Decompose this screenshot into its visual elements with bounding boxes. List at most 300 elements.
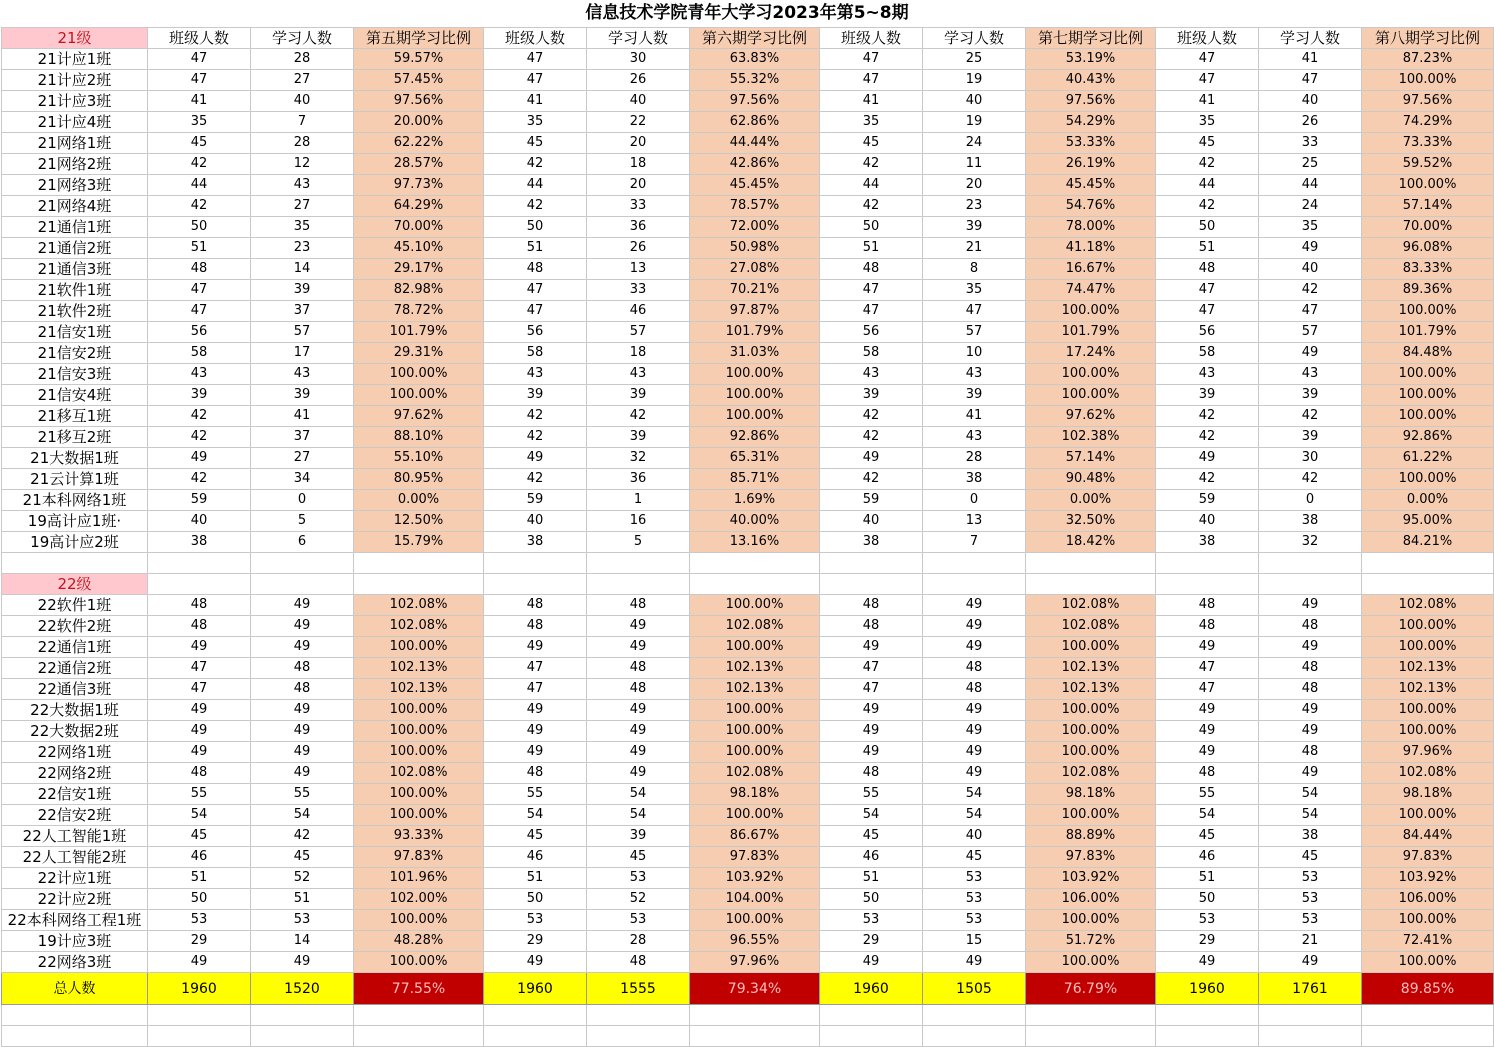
study-count-cell[interactable]: 54: [587, 784, 690, 805]
study-count-cell[interactable]: 57: [1259, 322, 1362, 343]
class-name-cell[interactable]: 21计应2班: [2, 70, 148, 91]
class-count-cell[interactable]: 47: [484, 658, 587, 679]
ratio-cell[interactable]: 97.96%: [1362, 742, 1494, 763]
class-name-cell[interactable]: 22通信1班: [2, 637, 148, 658]
class-name-cell[interactable]: 21软件1班: [2, 280, 148, 301]
empty-cell[interactable]: [1259, 1005, 1362, 1026]
study-count-cell[interactable]: 0: [1259, 490, 1362, 511]
ratio-cell[interactable]: 100.00%: [1026, 364, 1156, 385]
class-count-cell[interactable]: 51: [1156, 238, 1259, 259]
ratio-cell[interactable]: 102.08%: [1026, 616, 1156, 637]
study-count-cell[interactable]: 24: [923, 133, 1026, 154]
ratio-cell[interactable]: 29.31%: [354, 343, 484, 364]
class-count-cell[interactable]: 58: [820, 343, 923, 364]
class-name-cell[interactable]: 19计应3班: [2, 931, 148, 952]
header-study-count[interactable]: 学习人数: [1259, 28, 1362, 49]
class-count-cell[interactable]: 49: [148, 700, 251, 721]
study-count-cell[interactable]: 49: [1259, 343, 1362, 364]
class-count-cell[interactable]: 44: [1156, 175, 1259, 196]
class-count-cell[interactable]: 39: [484, 385, 587, 406]
study-count-cell[interactable]: 43: [1259, 364, 1362, 385]
total-count-cell[interactable]: 1960: [1156, 973, 1259, 1005]
class-count-cell[interactable]: 50: [484, 217, 587, 238]
class-count-cell[interactable]: 47: [1156, 70, 1259, 91]
study-count-cell[interactable]: 49: [587, 700, 690, 721]
ratio-cell[interactable]: 54.76%: [1026, 196, 1156, 217]
ratio-cell[interactable]: 45.10%: [354, 238, 484, 259]
ratio-cell[interactable]: 97.73%: [354, 175, 484, 196]
ratio-cell[interactable]: 74.47%: [1026, 280, 1156, 301]
class-count-cell[interactable]: 49: [484, 448, 587, 469]
class-count-cell[interactable]: 45: [820, 826, 923, 847]
study-count-cell[interactable]: 26: [587, 70, 690, 91]
class-name-cell[interactable]: 21计应4班: [2, 112, 148, 133]
ratio-cell[interactable]: 100.00%: [1362, 952, 1494, 973]
class-count-cell[interactable]: 54: [1156, 805, 1259, 826]
class-count-cell[interactable]: 42: [820, 154, 923, 175]
empty-cell[interactable]: [820, 1026, 923, 1047]
study-count-cell[interactable]: 49: [587, 616, 690, 637]
class-count-cell[interactable]: 48: [820, 595, 923, 616]
ratio-cell[interactable]: 45.45%: [1026, 175, 1156, 196]
study-count-cell[interactable]: 30: [1259, 448, 1362, 469]
study-count-cell[interactable]: 49: [251, 595, 354, 616]
class-count-cell[interactable]: 50: [148, 889, 251, 910]
class-name-cell[interactable]: 21移互1班: [2, 406, 148, 427]
study-count-cell[interactable]: 20: [587, 133, 690, 154]
study-count-cell[interactable]: 39: [587, 385, 690, 406]
ratio-cell[interactable]: 102.13%: [1026, 679, 1156, 700]
class-count-cell[interactable]: 49: [148, 721, 251, 742]
study-count-cell[interactable]: 40: [251, 91, 354, 112]
class-name-cell[interactable]: 21网络3班: [2, 175, 148, 196]
empty-cell[interactable]: [354, 1026, 484, 1047]
class-count-cell[interactable]: 56: [820, 322, 923, 343]
ratio-cell[interactable]: 100.00%: [1362, 805, 1494, 826]
study-count-cell[interactable]: 28: [251, 49, 354, 70]
empty-cell[interactable]: [484, 553, 587, 574]
study-count-cell[interactable]: 49: [251, 952, 354, 973]
class-count-cell[interactable]: 46: [1156, 847, 1259, 868]
ratio-cell[interactable]: 15.79%: [354, 532, 484, 553]
ratio-cell[interactable]: 85.71%: [690, 469, 820, 490]
study-count-cell[interactable]: 53: [1259, 868, 1362, 889]
ratio-cell[interactable]: 100.00%: [690, 700, 820, 721]
study-count-cell[interactable]: 57: [251, 322, 354, 343]
empty-cell[interactable]: [690, 1005, 820, 1026]
class-name-cell[interactable]: 19高计应1班·: [2, 511, 148, 532]
class-count-cell[interactable]: 45: [1156, 826, 1259, 847]
class-count-cell[interactable]: 42: [484, 406, 587, 427]
class-count-cell[interactable]: 39: [148, 385, 251, 406]
class-count-cell[interactable]: 40: [1156, 511, 1259, 532]
study-count-cell[interactable]: 42: [1259, 280, 1362, 301]
empty-cell[interactable]: [2, 1005, 148, 1026]
study-count-cell[interactable]: 40: [587, 91, 690, 112]
class-name-cell[interactable]: 21通信1班: [2, 217, 148, 238]
ratio-cell[interactable]: 98.18%: [1362, 784, 1494, 805]
study-count-cell[interactable]: 47: [923, 301, 1026, 322]
class-count-cell[interactable]: 42: [820, 406, 923, 427]
study-count-cell[interactable]: 49: [251, 721, 354, 742]
ratio-cell[interactable]: 100.00%: [354, 721, 484, 742]
study-count-cell[interactable]: 18: [587, 343, 690, 364]
class-count-cell[interactable]: 47: [820, 70, 923, 91]
ratio-cell[interactable]: 100.00%: [1362, 721, 1494, 742]
ratio-cell[interactable]: 93.33%: [354, 826, 484, 847]
study-count-cell[interactable]: 45: [923, 847, 1026, 868]
study-count-cell[interactable]: 25: [923, 49, 1026, 70]
ratio-cell[interactable]: 104.00%: [690, 889, 820, 910]
study-count-cell[interactable]: 43: [923, 427, 1026, 448]
class-count-cell[interactable]: 54: [484, 805, 587, 826]
class-count-cell[interactable]: 48: [484, 595, 587, 616]
total-count-cell[interactable]: 1960: [148, 973, 251, 1005]
ratio-cell[interactable]: 100.00%: [690, 595, 820, 616]
class-count-cell[interactable]: 49: [484, 637, 587, 658]
class-count-cell[interactable]: 49: [820, 721, 923, 742]
empty-cell[interactable]: [1362, 574, 1494, 595]
class-count-cell[interactable]: 35: [820, 112, 923, 133]
class-count-cell[interactable]: 56: [484, 322, 587, 343]
empty-cell[interactable]: [484, 1005, 587, 1026]
study-count-cell[interactable]: 49: [1259, 763, 1362, 784]
ratio-cell[interactable]: 98.18%: [690, 784, 820, 805]
class-count-cell[interactable]: 38: [484, 532, 587, 553]
class-count-cell[interactable]: 42: [484, 469, 587, 490]
study-count-cell[interactable]: 49: [923, 700, 1026, 721]
study-count-cell[interactable]: 57: [587, 322, 690, 343]
header-class-count[interactable]: 班级人数: [820, 28, 923, 49]
study-count-cell[interactable]: 48: [1259, 616, 1362, 637]
ratio-cell[interactable]: 0.00%: [1026, 490, 1156, 511]
grade-22-label[interactable]: 22级: [2, 574, 148, 595]
class-name-cell[interactable]: 21本科网络1班: [2, 490, 148, 511]
ratio-cell[interactable]: 83.33%: [1362, 259, 1494, 280]
study-count-cell[interactable]: 43: [923, 364, 1026, 385]
study-count-cell[interactable]: 5: [251, 511, 354, 532]
study-count-cell[interactable]: 54: [1259, 805, 1362, 826]
total-count-cell[interactable]: 1960: [820, 973, 923, 1005]
ratio-cell[interactable]: 102.08%: [354, 616, 484, 637]
ratio-cell[interactable]: 70.00%: [1362, 217, 1494, 238]
class-count-cell[interactable]: 39: [1156, 385, 1259, 406]
ratio-cell[interactable]: 100.00%: [1362, 637, 1494, 658]
class-count-cell[interactable]: 45: [1156, 133, 1259, 154]
ratio-cell[interactable]: 70.21%: [690, 280, 820, 301]
study-count-cell[interactable]: 21: [923, 238, 1026, 259]
ratio-cell[interactable]: 100.00%: [354, 700, 484, 721]
ratio-cell[interactable]: 92.86%: [1362, 427, 1494, 448]
study-count-cell[interactable]: 45: [587, 847, 690, 868]
ratio-cell[interactable]: 100.00%: [1026, 385, 1156, 406]
study-count-cell[interactable]: 17: [251, 343, 354, 364]
class-name-cell[interactable]: 22网络3班: [2, 952, 148, 973]
class-count-cell[interactable]: 56: [148, 322, 251, 343]
study-count-cell[interactable]: 48: [1259, 679, 1362, 700]
class-name-cell[interactable]: 21云计算1班: [2, 469, 148, 490]
study-count-cell[interactable]: 20: [923, 175, 1026, 196]
ratio-cell[interactable]: 87.23%: [1362, 49, 1494, 70]
ratio-cell[interactable]: 44.44%: [690, 133, 820, 154]
ratio-cell[interactable]: 100.00%: [354, 637, 484, 658]
class-count-cell[interactable]: 43: [820, 364, 923, 385]
class-count-cell[interactable]: 48: [148, 259, 251, 280]
study-count-cell[interactable]: 7: [923, 532, 1026, 553]
class-count-cell[interactable]: 54: [148, 805, 251, 826]
study-count-cell[interactable]: 7: [251, 112, 354, 133]
empty-cell[interactable]: [1259, 574, 1362, 595]
ratio-cell[interactable]: 102.13%: [1362, 658, 1494, 679]
class-count-cell[interactable]: 58: [148, 343, 251, 364]
class-count-cell[interactable]: 50: [1156, 217, 1259, 238]
ratio-cell[interactable]: 100.00%: [354, 364, 484, 385]
class-count-cell[interactable]: 50: [1156, 889, 1259, 910]
ratio-cell[interactable]: 100.00%: [1362, 364, 1494, 385]
ratio-cell[interactable]: 90.48%: [1026, 469, 1156, 490]
class-count-cell[interactable]: 29: [1156, 931, 1259, 952]
class-name-cell[interactable]: 21信安3班: [2, 364, 148, 385]
total-ratio-cell[interactable]: 79.34%: [690, 973, 820, 1005]
class-count-cell[interactable]: 55: [148, 784, 251, 805]
class-count-cell[interactable]: 45: [484, 133, 587, 154]
class-count-cell[interactable]: 38: [820, 532, 923, 553]
class-count-cell[interactable]: 42: [484, 427, 587, 448]
class-count-cell[interactable]: 41: [484, 91, 587, 112]
study-count-cell[interactable]: 43: [251, 175, 354, 196]
class-count-cell[interactable]: 49: [148, 448, 251, 469]
study-count-cell[interactable]: 48: [923, 679, 1026, 700]
ratio-cell[interactable]: 45.45%: [690, 175, 820, 196]
study-count-cell[interactable]: 52: [251, 868, 354, 889]
study-count-cell[interactable]: 49: [923, 742, 1026, 763]
total-count-cell[interactable]: 1505: [923, 973, 1026, 1005]
study-count-cell[interactable]: 57: [923, 322, 1026, 343]
header-ratio-period-8[interactable]: 第八期学习比例: [1362, 28, 1494, 49]
ratio-cell[interactable]: 55.10%: [354, 448, 484, 469]
empty-cell[interactable]: [923, 1026, 1026, 1047]
header-ratio-period-7[interactable]: 第七期学习比例: [1026, 28, 1156, 49]
ratio-cell[interactable]: 100.00%: [354, 805, 484, 826]
class-count-cell[interactable]: 45: [820, 133, 923, 154]
study-count-cell[interactable]: 54: [587, 805, 690, 826]
ratio-cell[interactable]: 50.98%: [690, 238, 820, 259]
study-count-cell[interactable]: 23: [923, 196, 1026, 217]
ratio-cell[interactable]: 59.52%: [1362, 154, 1494, 175]
empty-cell[interactable]: [484, 1026, 587, 1047]
class-count-cell[interactable]: 48: [484, 763, 587, 784]
ratio-cell[interactable]: 100.00%: [1362, 301, 1494, 322]
class-count-cell[interactable]: 38: [1156, 532, 1259, 553]
ratio-cell[interactable]: 57.45%: [354, 70, 484, 91]
class-count-cell[interactable]: 49: [1156, 448, 1259, 469]
study-count-cell[interactable]: 36: [587, 217, 690, 238]
class-name-cell[interactable]: 22计应1班: [2, 868, 148, 889]
ratio-cell[interactable]: 100.00%: [690, 385, 820, 406]
empty-cell[interactable]: [354, 553, 484, 574]
study-count-cell[interactable]: 48: [1259, 742, 1362, 763]
empty-cell[interactable]: [587, 1026, 690, 1047]
class-count-cell[interactable]: 45: [484, 826, 587, 847]
study-count-cell[interactable]: 43: [251, 364, 354, 385]
ratio-cell[interactable]: 16.67%: [1026, 259, 1156, 280]
study-count-cell[interactable]: 48: [251, 679, 354, 700]
total-count-cell[interactable]: 1555: [587, 973, 690, 1005]
header-class-count[interactable]: 班级人数: [484, 28, 587, 49]
study-count-cell[interactable]: 49: [1259, 700, 1362, 721]
ratio-cell[interactable]: 97.87%: [690, 301, 820, 322]
class-count-cell[interactable]: 53: [148, 910, 251, 931]
study-count-cell[interactable]: 53: [587, 910, 690, 931]
study-count-cell[interactable]: 53: [1259, 889, 1362, 910]
ratio-cell[interactable]: 101.79%: [690, 322, 820, 343]
study-count-cell[interactable]: 42: [587, 406, 690, 427]
study-count-cell[interactable]: 38: [1259, 826, 1362, 847]
class-count-cell[interactable]: 43: [1156, 364, 1259, 385]
class-count-cell[interactable]: 42: [1156, 469, 1259, 490]
total-label-cell[interactable]: 总人数: [2, 973, 148, 1005]
class-name-cell[interactable]: 22大数据2班: [2, 721, 148, 742]
study-count-cell[interactable]: 0: [251, 490, 354, 511]
ratio-cell[interactable]: 72.00%: [690, 217, 820, 238]
study-count-cell[interactable]: 19: [923, 112, 1026, 133]
study-count-cell[interactable]: 49: [923, 637, 1026, 658]
study-count-cell[interactable]: 14: [251, 259, 354, 280]
ratio-cell[interactable]: 101.79%: [1362, 322, 1494, 343]
ratio-cell[interactable]: 12.50%: [354, 511, 484, 532]
study-count-cell[interactable]: 22: [587, 112, 690, 133]
class-count-cell[interactable]: 42: [1156, 406, 1259, 427]
study-count-cell[interactable]: 55: [251, 784, 354, 805]
class-count-cell[interactable]: 47: [820, 679, 923, 700]
class-count-cell[interactable]: 40: [484, 511, 587, 532]
class-count-cell[interactable]: 59: [1156, 490, 1259, 511]
class-count-cell[interactable]: 47: [148, 49, 251, 70]
study-count-cell[interactable]: 35: [923, 280, 1026, 301]
study-count-cell[interactable]: 1: [587, 490, 690, 511]
total-count-cell[interactable]: 1761: [1259, 973, 1362, 1005]
class-count-cell[interactable]: 42: [820, 469, 923, 490]
study-count-cell[interactable]: 35: [1259, 217, 1362, 238]
study-count-cell[interactable]: 25: [1259, 154, 1362, 175]
class-count-cell[interactable]: 47: [148, 301, 251, 322]
study-count-cell[interactable]: 42: [251, 826, 354, 847]
study-count-cell[interactable]: 41: [1259, 49, 1362, 70]
class-name-cell[interactable]: 22人工智能2班: [2, 847, 148, 868]
class-count-cell[interactable]: 41: [1156, 91, 1259, 112]
class-count-cell[interactable]: 54: [820, 805, 923, 826]
class-count-cell[interactable]: 47: [820, 658, 923, 679]
ratio-cell[interactable]: 102.13%: [354, 679, 484, 700]
study-count-cell[interactable]: 54: [1259, 784, 1362, 805]
class-count-cell[interactable]: 41: [820, 91, 923, 112]
ratio-cell[interactable]: 100.00%: [1026, 910, 1156, 931]
ratio-cell[interactable]: 80.95%: [354, 469, 484, 490]
class-count-cell[interactable]: 38: [148, 532, 251, 553]
empty-cell[interactable]: [1156, 553, 1259, 574]
class-count-cell[interactable]: 50: [148, 217, 251, 238]
ratio-cell[interactable]: 100.00%: [1362, 469, 1494, 490]
ratio-cell[interactable]: 100.00%: [1026, 742, 1156, 763]
class-count-cell[interactable]: 49: [484, 700, 587, 721]
class-count-cell[interactable]: 47: [820, 280, 923, 301]
class-count-cell[interactable]: 48: [1156, 763, 1259, 784]
class-name-cell[interactable]: 21信安2班: [2, 343, 148, 364]
study-count-cell[interactable]: 49: [251, 763, 354, 784]
class-count-cell[interactable]: 47: [484, 49, 587, 70]
class-count-cell[interactable]: 46: [484, 847, 587, 868]
empty-cell[interactable]: [820, 1005, 923, 1026]
class-count-cell[interactable]: 40: [148, 511, 251, 532]
ratio-cell[interactable]: 102.00%: [354, 889, 484, 910]
class-count-cell[interactable]: 50: [484, 889, 587, 910]
ratio-cell[interactable]: 20.00%: [354, 112, 484, 133]
class-name-cell[interactable]: 22计应2班: [2, 889, 148, 910]
empty-cell[interactable]: [1362, 1005, 1494, 1026]
ratio-cell[interactable]: 1.69%: [690, 490, 820, 511]
class-count-cell[interactable]: 49: [820, 952, 923, 973]
study-count-cell[interactable]: 33: [587, 280, 690, 301]
class-count-cell[interactable]: 35: [148, 112, 251, 133]
ratio-cell[interactable]: 74.29%: [1362, 112, 1494, 133]
class-count-cell[interactable]: 47: [148, 658, 251, 679]
ratio-cell[interactable]: 13.16%: [690, 532, 820, 553]
study-count-cell[interactable]: 37: [251, 427, 354, 448]
header-class-count[interactable]: 班级人数: [1156, 28, 1259, 49]
study-count-cell[interactable]: 53: [923, 868, 1026, 889]
study-count-cell[interactable]: 54: [251, 805, 354, 826]
ratio-cell[interactable]: 40.43%: [1026, 70, 1156, 91]
class-count-cell[interactable]: 45: [148, 133, 251, 154]
class-count-cell[interactable]: 43: [484, 364, 587, 385]
header-study-count[interactable]: 学习人数: [587, 28, 690, 49]
class-count-cell[interactable]: 42: [820, 196, 923, 217]
class-name-cell[interactable]: 21大数据1班: [2, 448, 148, 469]
study-count-cell[interactable]: 49: [923, 616, 1026, 637]
study-count-cell[interactable]: 42: [1259, 406, 1362, 427]
class-count-cell[interactable]: 42: [1156, 154, 1259, 175]
ratio-cell[interactable]: 97.96%: [690, 952, 820, 973]
ratio-cell[interactable]: 102.08%: [1362, 763, 1494, 784]
study-count-cell[interactable]: 37: [251, 301, 354, 322]
study-count-cell[interactable]: 49: [1259, 952, 1362, 973]
class-count-cell[interactable]: 44: [820, 175, 923, 196]
class-count-cell[interactable]: 58: [484, 343, 587, 364]
header-class-count[interactable]: 班级人数: [148, 28, 251, 49]
ratio-cell[interactable]: 102.13%: [690, 658, 820, 679]
class-count-cell[interactable]: 47: [148, 679, 251, 700]
ratio-cell[interactable]: 0.00%: [354, 490, 484, 511]
study-count-cell[interactable]: 19: [923, 70, 1026, 91]
study-count-cell[interactable]: 42: [1259, 469, 1362, 490]
ratio-cell[interactable]: 88.89%: [1026, 826, 1156, 847]
study-count-cell[interactable]: 39: [587, 427, 690, 448]
study-count-cell[interactable]: 53: [1259, 910, 1362, 931]
ratio-cell[interactable]: 98.18%: [1026, 784, 1156, 805]
study-count-cell[interactable]: 10: [923, 343, 1026, 364]
ratio-cell[interactable]: 42.86%: [690, 154, 820, 175]
ratio-cell[interactable]: 102.08%: [354, 763, 484, 784]
study-count-cell[interactable]: 54: [923, 805, 1026, 826]
class-count-cell[interactable]: 42: [820, 427, 923, 448]
study-count-cell[interactable]: 11: [923, 154, 1026, 175]
class-count-cell[interactable]: 47: [484, 70, 587, 91]
empty-cell[interactable]: [354, 1005, 484, 1026]
empty-cell[interactable]: [1156, 1005, 1259, 1026]
study-count-cell[interactable]: 28: [587, 931, 690, 952]
ratio-cell[interactable]: 102.08%: [690, 616, 820, 637]
ratio-cell[interactable]: 48.28%: [354, 931, 484, 952]
